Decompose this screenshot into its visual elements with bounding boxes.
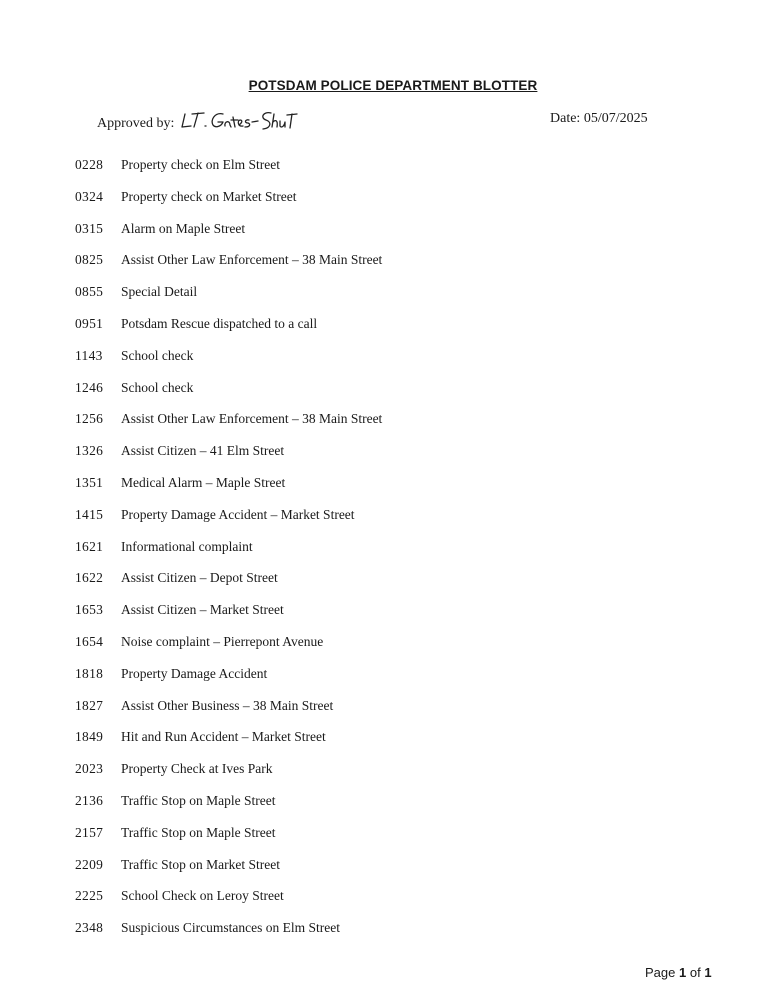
entry-time: 0324 bbox=[75, 188, 104, 204]
entry-description: Property check on Elm Street bbox=[121, 157, 280, 172]
entry-time: 0315 bbox=[75, 220, 104, 236]
approved-by-line bbox=[97, 108, 299, 132]
entry-time: 1621 bbox=[75, 538, 104, 554]
entry-time: 1818 bbox=[75, 665, 104, 681]
entry-time: 2136 bbox=[75, 793, 104, 808]
entry-description: Assist Citizen – 41 Elm Street bbox=[121, 443, 285, 459]
approved-by-label: Approved by: bbox=[97, 116, 175, 131]
entry-description: Suspicious Circumstances on Elm Street bbox=[121, 920, 340, 936]
entry-description: Assist Citizen – Market Street bbox=[121, 602, 284, 618]
entry-time: 1351 bbox=[75, 475, 104, 490]
entry-description: Medical Alarm – Maple Street bbox=[121, 475, 286, 490]
entry-description: Hit and Run Accident – Market Street bbox=[121, 729, 326, 745]
entry-description: Assist Other Business – 38 Main Street bbox=[121, 697, 334, 713]
entry-time: 1246 bbox=[75, 379, 104, 395]
page-total: 1 bbox=[704, 965, 712, 980]
entry-description: Informational complaint bbox=[121, 538, 253, 554]
entry-time: 1415 bbox=[75, 506, 104, 522]
entry-description: Alarm on Maple Street bbox=[121, 220, 246, 236]
page-number bbox=[645, 965, 712, 980]
entry-description: Traffic Stop on Maple Street bbox=[121, 824, 276, 840]
entry-description: School check bbox=[121, 347, 194, 363]
page-of: of bbox=[689, 965, 701, 980]
report-date: Date: 05/07/2025 bbox=[550, 111, 648, 126]
entry-description: Noise complaint – Pierrepont Avenue bbox=[121, 634, 324, 649]
page-current: 1 bbox=[679, 965, 687, 980]
entry-description: Property Check at Ives Park bbox=[121, 761, 273, 777]
entry-time: 2348 bbox=[75, 920, 104, 936]
entry-description: Assist Citizen – Depot Street bbox=[121, 570, 278, 586]
entry-description: Potsdam Rescue dispatched to a call bbox=[121, 316, 318, 331]
entry-time: 1256 bbox=[75, 411, 104, 427]
entry-description: School Check on Leroy Street bbox=[121, 888, 284, 904]
entry-time: 2023 bbox=[75, 761, 104, 777]
entry-description: School check bbox=[121, 379, 194, 395]
entry-time: 2209 bbox=[75, 856, 104, 872]
entry-time: 1622 bbox=[75, 570, 104, 586]
entry-description: Property Damage Accident bbox=[121, 665, 268, 681]
entry-time: 0228 bbox=[75, 157, 104, 172]
entry-description: Traffic Stop on Market Street bbox=[121, 856, 280, 872]
entry-time: 2225 bbox=[75, 888, 104, 904]
entry-description: Property Damage Accident – Market Street bbox=[121, 506, 355, 522]
entry-description: Traffic Stop on Maple Street bbox=[121, 793, 276, 808]
entry-description: Special Detail bbox=[121, 284, 198, 300]
entry-time: 1143 bbox=[75, 347, 103, 363]
entry-time: 0825 bbox=[75, 252, 104, 268]
page-word: Page bbox=[645, 965, 676, 980]
signature bbox=[179, 108, 299, 132]
entry-time: 1849 bbox=[75, 729, 104, 745]
entry-description: Assist Other Law Enforcement – 38 Main Street bbox=[121, 252, 383, 268]
entry-time: 0951 bbox=[75, 316, 104, 331]
document-title: POTSDAM POLICE DEPARTMENT BLOTTER bbox=[248, 78, 538, 93]
entry-time: 1653 bbox=[75, 602, 104, 618]
entry-time: 0855 bbox=[75, 284, 104, 300]
entry-time: 1326 bbox=[75, 443, 104, 459]
entry-description: Property check on Market Street bbox=[121, 188, 297, 204]
entry-description: Assist Other Law Enforcement – 38 Main Street bbox=[121, 411, 383, 427]
entry-time: 2157 bbox=[75, 824, 104, 840]
entry-time: 1654 bbox=[75, 634, 104, 649]
entry-time: 1827 bbox=[75, 697, 104, 713]
